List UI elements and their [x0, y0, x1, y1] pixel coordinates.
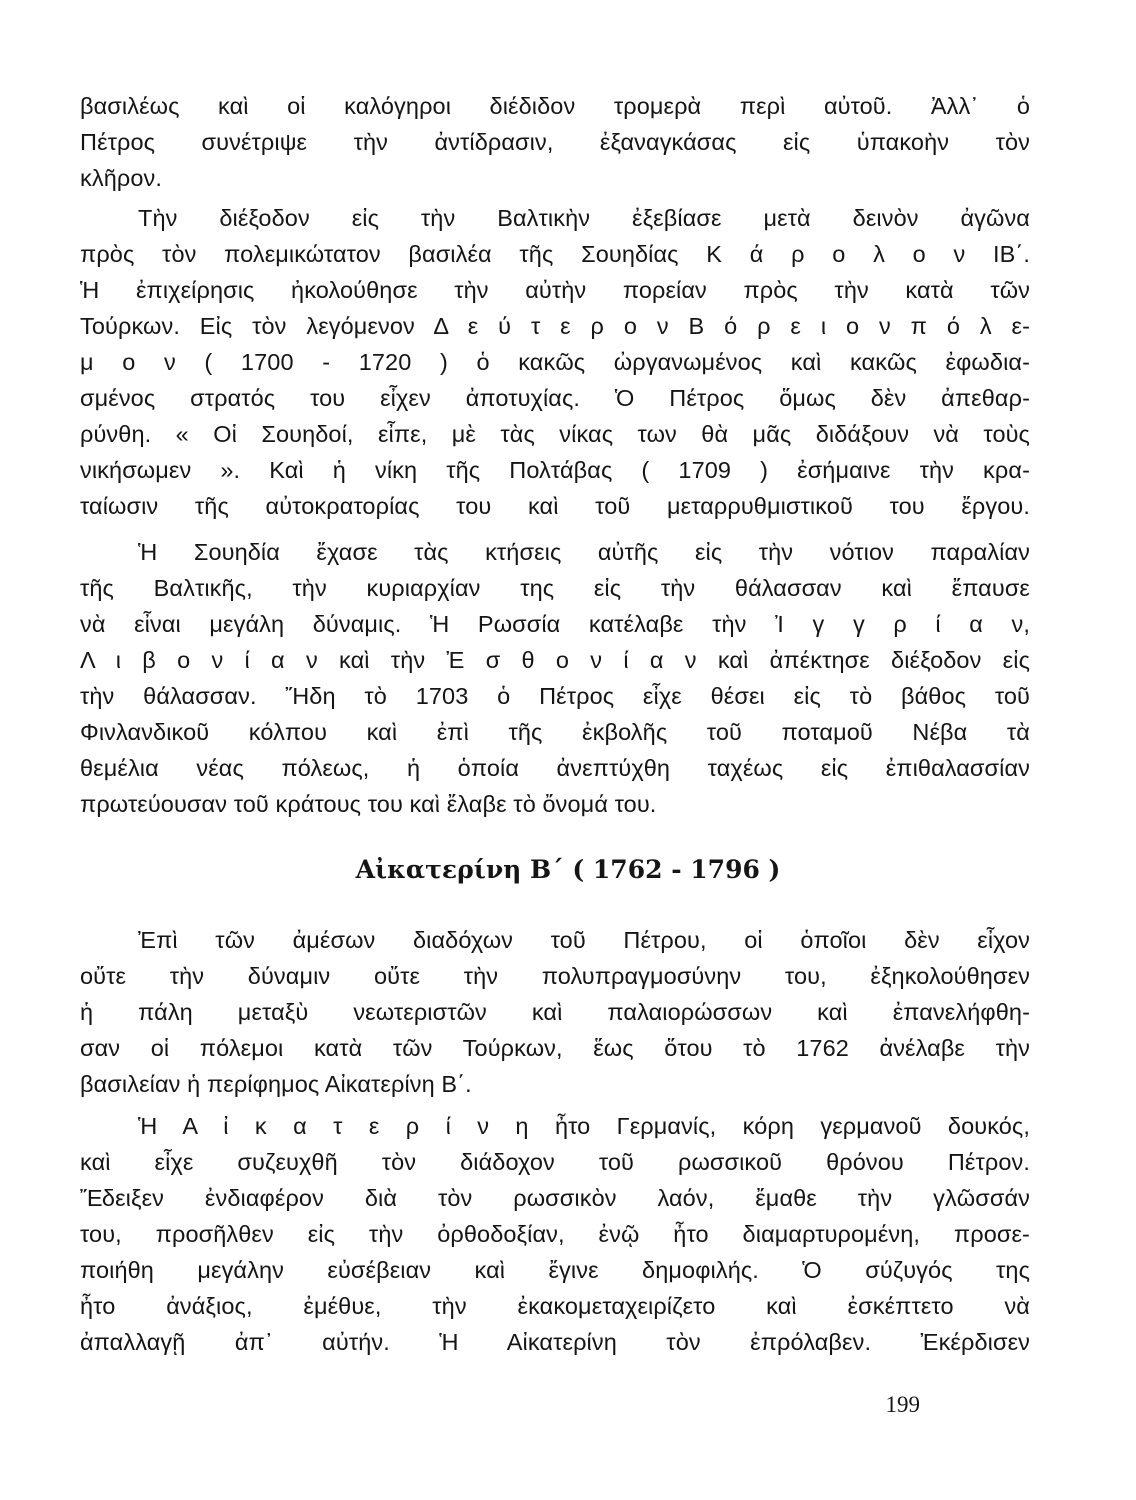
text-line: τῆς Βαλτικῆς, τὴν κυριαρχίαν της εἰς τὴν θάλασσαν καὶ ἔπαυσε — [80, 575, 1030, 601]
paragraph-2 — [80, 200, 1030, 524]
text-line: πρωτεύουσαν τοῦ κράτους του καὶ ἔλαβε τὸ ὄνομά του. — [80, 791, 657, 817]
text-line: μ ο ν ( 1700 - 1720 ) ὁ κακῶς ὠργανωμένος καὶ κακῶς ἐφωδια- — [80, 349, 1030, 375]
text-line: ἦτο ἀνάξιος, ἐμέθυε, τὴν ἐκακομεταχειρίζετο καὶ ἐσκέπτετο νὰ — [80, 1293, 1030, 1319]
paragraph-4 — [80, 922, 1030, 1102]
text-line: νὰ εἶναι μεγάλη δύναμις. Ἡ Ρωσσία κατέλαβε τὴν Ἰ γ γ ρ ί α ν, — [80, 611, 1030, 637]
text-line: Ἐπὶ τῶν ἀμέσων διαδόχων τοῦ Πέτρου, οἱ ὁποῖοι δὲν εἶχον — [138, 927, 1030, 953]
text-line: Πέτρος συνέτριψε τὴν ἀντίδρασιν, ἐξαναγκάσας εἰς ὑπακοὴν τὸν — [80, 129, 1030, 155]
text-line: ἡ πάλη μεταξὺ νεωτεριστῶν καὶ παλαιορώσσων καὶ ἐπανελήφθη- — [80, 999, 1030, 1025]
text-line: Φινλανδικοῦ κόλπου καὶ ἐπὶ τῆς ἐκβολῆς τοῦ ποταμοῦ Νέβα τὰ — [80, 719, 1030, 745]
text-line: Ἡ ἐπιχείρησις ἠκολούθησε τὴν αὐτὴν πορείαν πρὸς τὴν κατὰ τῶν — [80, 277, 1030, 303]
text-line: νικήσωμεν ». Καὶ ἡ νίκη τῆς Πολτάβας ( 1709 ) ἐσήμαινε τὴν κρα- — [80, 457, 1030, 483]
text-line: Λ ι β ο ν ί α ν καὶ τὴν Ἐ σ θ ο ν ί α ν καὶ ἀπέκτησε διέξοδον εἰς — [80, 647, 1030, 673]
text-line: Ἡ Α ἰ κ α τ ε ρ ί ν η ἦτο Γερμανίς, κόρη γερμανοῦ δουκός, — [138, 1113, 1030, 1139]
paragraph-5 — [80, 1108, 1030, 1360]
text-line: βασιλέως καὶ οἱ καλόγηροι διέδιδον τρομερὰ περὶ αὐτοῦ. Ἀλλ᾽ ὁ — [80, 93, 1030, 119]
text-line: βασιλείαν ἡ περίφημος Αἰκατερίνη Β΄. — [80, 1071, 472, 1097]
paragraph-3 — [80, 534, 1030, 822]
text-line: Τὴν διέξοδον εἰς τὴν Βαλτικὴν ἐξεβίασε μετὰ δεινὸν ἀγῶνα — [138, 205, 1030, 231]
text-line: τὴν θάλασσαν. Ἤδη τὸ 1703 ὁ Πέτρος εἶχε θέσει εἰς τὸ βάθος τοῦ — [80, 683, 1030, 709]
text-line: του, προσῆλθεν εἰς τὴν ὀρθοδοξίαν, ἐνῷ ἦτο διαμαρτυρομένη, προσε- — [80, 1221, 1030, 1247]
text-line: σμένος στρατός του εἶχεν ἀποτυχίας. Ὁ Πέτρος ὅμως δὲν ἀπεθαρ- — [80, 385, 1030, 411]
text-line: Ἡ Σουηδία ἔχασε τὰς κτήσεις αὐτῆς εἰς τὴν νότιον παραλίαν — [138, 539, 1030, 565]
text-line: Ἔδειξεν ἐνδιαφέρον διὰ τὸν ρωσσικὸν λαόν, ἔμαθε τὴν γλῶσσάν — [80, 1185, 1030, 1211]
text-line: καὶ εἶχε συζευχθῆ τὸν διάδοχον τοῦ ρωσσικοῦ θρόνου Πέτρον. — [80, 1149, 1030, 1175]
page-number: 199 — [885, 1392, 920, 1417]
text-line: Τούρκων. Εἰς τὸν λεγόμενον Δ ε ύ τ ε ρ ο ν Β ό ρ ε ι ο ν π ό λ ε- — [80, 313, 1030, 339]
text-line: ποιήθη μεγάλην εὐσέβειαν καὶ ἔγινε δημοφιλής. Ὁ σύζυγός της — [80, 1257, 1030, 1283]
paragraph-1 — [80, 88, 1030, 196]
text-line: ἀπαλλαγῇ ἀπ᾽ αὐτήν. Ἡ Αἰκατερίνη τὸν ἐπρόλαβεν. Ἐκέρδισεν — [80, 1329, 1030, 1355]
text-line: πρὸς τὸν πολεμικώτατον βασιλέα τῆς Σουηδίας Κ ά ρ ο λ ο ν ΙΒ΄. — [80, 241, 1030, 267]
text-line: ταίωσιν τῆς αὐτοκρατορίας του καὶ τοῦ μεταρρυθμιστικοῦ του ἔργου. — [80, 493, 1030, 519]
text-line: σαν οἱ πόλεμοι κατὰ τῶν Τούρκων, ἕως ὅτου τὸ 1762 ἀνέλαβε τὴν — [80, 1035, 1030, 1061]
text-line: θεμέλια νέας πόλεως, ἡ ὁποία ἀνεπτύχθη ταχέως εἰς ἐπιθαλασσίαν — [80, 755, 1030, 781]
text-line: οὔτε τὴν δύναμιν οὔτε τὴν πολυπραγμοσύνην του, ἐξηκολούθησεν — [80, 963, 1030, 989]
section-heading: Αἰκατερίνη Β΄ ( 1762 - 1796 ) — [355, 855, 781, 884]
text-line: ρύνθη. « Οἱ Σουηδοί, εἶπε, μὲ τὰς νίκας των θὰ μᾶς διδάξουν νὰ τοὺς — [80, 421, 1030, 447]
text-line: κλῆρον. — [80, 165, 162, 191]
